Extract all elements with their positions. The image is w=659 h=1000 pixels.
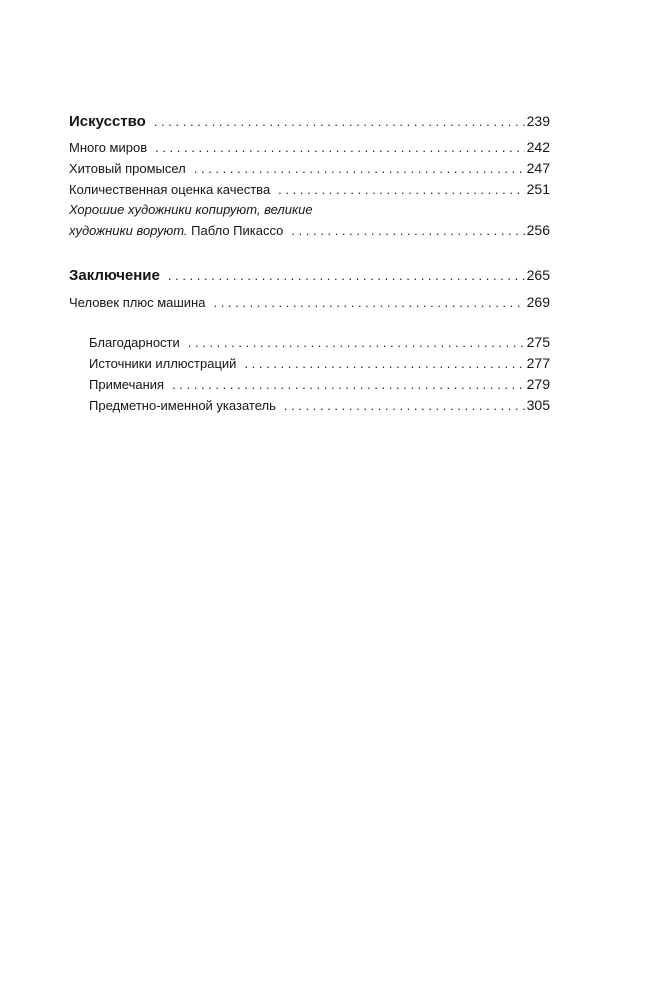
dot-leader bbox=[164, 377, 525, 393]
dot-leader bbox=[276, 398, 525, 414]
toc-page-number: 279 bbox=[526, 376, 550, 392]
quote-author: Пабло Пикассо bbox=[187, 223, 284, 238]
toc-entry-art[interactable] bbox=[69, 112, 550, 131]
toc-title: Искусство bbox=[69, 113, 146, 130]
toc-page-number: 265 bbox=[526, 267, 550, 283]
toc-title: Человек плюс машина bbox=[69, 295, 206, 310]
toc-title: Примечания bbox=[89, 377, 165, 392]
toc-page-number: 277 bbox=[526, 355, 550, 371]
dot-leader bbox=[147, 140, 525, 156]
toc-title: Заключение bbox=[69, 267, 160, 284]
dot-leader bbox=[186, 161, 525, 177]
toc-entry-picasso-line1: Хорошие художники копируют, великие bbox=[69, 202, 313, 217]
toc-entry-human-plus-machine[interactable] bbox=[69, 294, 550, 311]
toc-entry-picasso-quote[interactable] bbox=[69, 222, 550, 239]
toc-title bbox=[69, 223, 283, 239]
toc-title: Количественная оценка качества bbox=[69, 182, 271, 197]
quote-italic: художники воруют. bbox=[69, 223, 188, 238]
toc-entry-quality-measure[interactable] bbox=[69, 181, 550, 198]
dot-leader bbox=[236, 356, 524, 372]
toc-title: Благодарности bbox=[89, 335, 180, 350]
toc-entry-many-worlds[interactable] bbox=[69, 139, 550, 156]
toc-page-number: 247 bbox=[526, 160, 550, 176]
toc-page-number: 242 bbox=[526, 139, 550, 155]
toc-title: Много миров bbox=[69, 140, 148, 155]
toc-entry-hit-craft[interactable] bbox=[69, 160, 550, 177]
toc-entry-subject-index[interactable] bbox=[89, 397, 550, 414]
toc-page-number: 239 bbox=[526, 113, 550, 129]
toc-page-number: 269 bbox=[526, 294, 550, 310]
dot-leader bbox=[180, 335, 525, 351]
toc-title: Хитовый промысел bbox=[69, 161, 186, 176]
toc-page-number: 256 bbox=[526, 222, 550, 238]
toc-title: Предметно-именной указатель bbox=[89, 398, 276, 413]
dot-leader bbox=[270, 182, 524, 198]
dot-leader bbox=[205, 295, 524, 311]
toc-page-number: 305 bbox=[526, 397, 550, 413]
dot-leader bbox=[160, 267, 525, 285]
toc-entry-acknowledgements[interactable] bbox=[89, 334, 550, 351]
toc-page-number: 275 bbox=[526, 334, 550, 350]
toc-title: Источники иллюстраций bbox=[89, 356, 237, 371]
toc-entry-illustration-sources[interactable] bbox=[89, 355, 550, 372]
toc-entry-notes[interactable] bbox=[89, 376, 550, 393]
dot-leader bbox=[283, 223, 524, 239]
dot-leader bbox=[146, 113, 525, 131]
toc-entry-conclusion[interactable] bbox=[69, 266, 550, 285]
toc-page-number: 251 bbox=[526, 181, 550, 197]
